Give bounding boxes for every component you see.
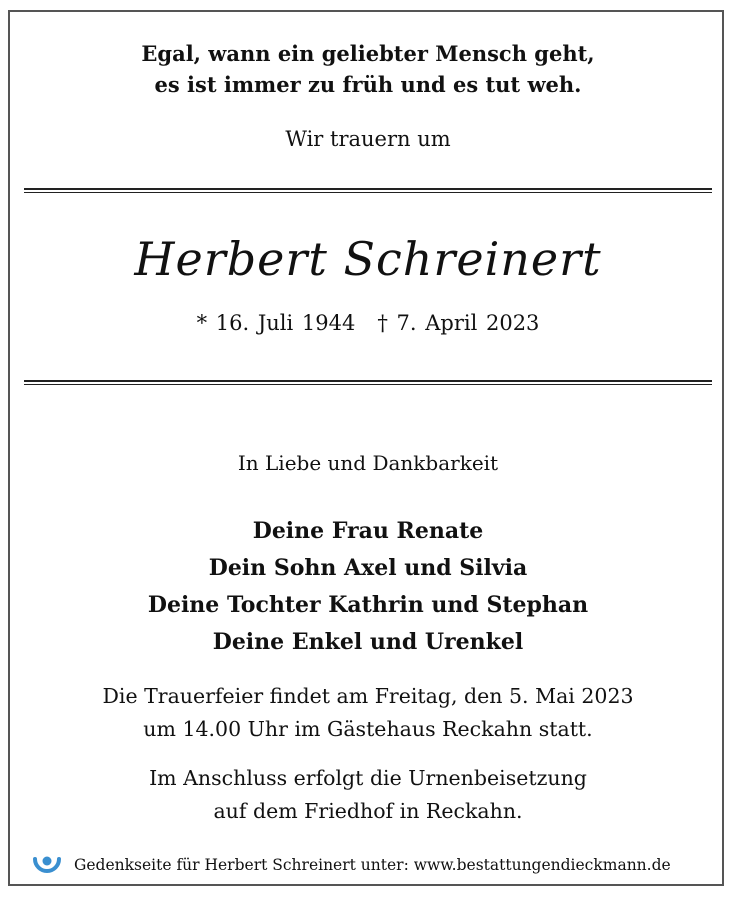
memorial-page-link[interactable]: Gedenkseite für Herbert Schreinert unter: www.bestattungendieckmann.de	[74, 856, 671, 874]
ceremony-info	[0, 680, 736, 746]
deceased-name: Herbert Schreinert	[134, 232, 602, 286]
life-dates	[0, 311, 736, 335]
memorial-footer	[30, 850, 671, 880]
intro-line-1: Egal, wann ein geliebter Mensch geht,	[141, 41, 595, 66]
ceremony-line-1: Die Trauerfeier findet am Freitag, den 5. Mai 2023	[102, 684, 634, 708]
birth-date: * 16. Juli 1944	[196, 311, 356, 335]
family-member: Deine Enkel und Urenkel	[212, 629, 524, 655]
death-date: † 7. April 2023	[377, 311, 540, 335]
intro-verse	[0, 38, 736, 100]
family-member: Deine Tochter Kathrin und Stephan	[147, 592, 589, 618]
funeral-home-logo-icon	[30, 850, 64, 880]
mourning-text: Wir trauern um	[285, 127, 451, 151]
burial-line-1: Im Anschluss erfolgt die Urnenbeisetzung	[149, 766, 587, 790]
burial-info	[0, 762, 736, 828]
family-member: Deine Frau Renate	[252, 518, 484, 544]
intro-line-2: es ist immer zu früh und es tut weh.	[154, 72, 582, 97]
thanks-text: In Liebe und Dankbarkeit	[237, 451, 499, 475]
ceremony-line-2: um 14.00 Uhr im Gästehaus Reckahn statt.	[143, 717, 593, 741]
burial-line-2: auf dem Friedhof in Reckahn.	[213, 799, 523, 823]
top-divider	[24, 188, 712, 193]
bottom-divider	[24, 380, 712, 385]
family-list	[0, 513, 736, 661]
family-member: Dein Sohn Axel und Silvia	[208, 555, 528, 581]
